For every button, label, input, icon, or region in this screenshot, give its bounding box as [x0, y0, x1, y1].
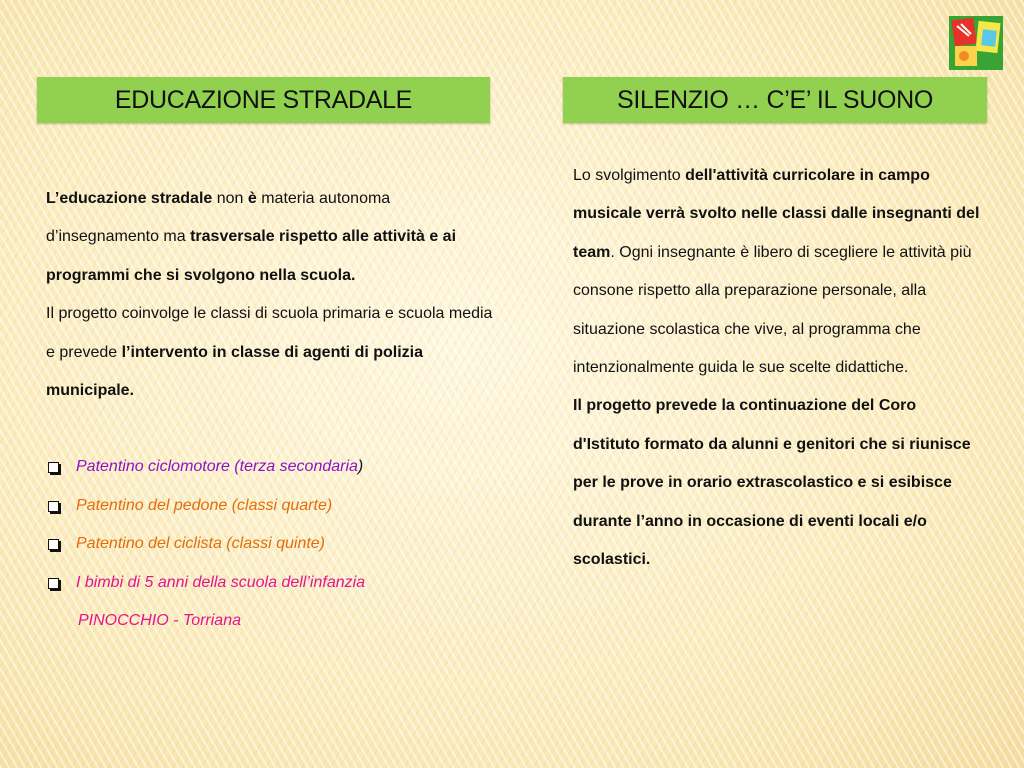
- list-item-text: I bimbi di 5 anni della scuola dell’infanzia: [76, 573, 366, 591]
- text-bold: L’educazione stradale: [46, 190, 213, 207]
- checkbox-bullet-icon: [48, 578, 59, 589]
- header-title-left: EDUCAZIONE STRADALE: [114, 85, 413, 114]
- patentini-list: [46, 448, 496, 602]
- left-paragraph-1: [46, 180, 496, 295]
- text: Il progetto coinvolge le classi di scuola primaria e scuola media e prevede: [46, 305, 493, 361]
- text: non: [212, 190, 248, 207]
- list-item-suffix: ): [357, 458, 364, 476]
- text: . Ogni insegnante è libero di scegliere le attività più consone rispetto alla preparazione personale, alla situazione scolastica che vive, al programma che intenzionalmente guida le sue scelte didattiche.: [573, 243, 972, 377]
- checkbox-bullet-icon: [48, 539, 59, 550]
- list-item: [46, 564, 496, 602]
- list-item-text: Patentino ciclomotore (terza secondaria: [76, 458, 358, 476]
- list-item: [46, 487, 496, 525]
- header-title-right: SILENZIO … C’E’ IL SUONO: [616, 85, 933, 114]
- school-logo-icon: [949, 16, 1003, 70]
- right-column: [573, 157, 983, 579]
- checkbox-bullet-icon: [48, 501, 59, 512]
- list-item-text: Patentino del pedone (classi quarte): [76, 496, 333, 514]
- text-bold: l’intervento in classe di agenti di polizia municipale.: [46, 343, 424, 400]
- list-item: [46, 448, 496, 486]
- right-paragraph-1: [573, 157, 983, 387]
- left-column: [46, 180, 496, 640]
- text-bold: trasversale rispetto alle attività e ai programmi che si svolgono nella scuola.: [46, 228, 457, 284]
- list-item: [46, 525, 496, 563]
- text: Lo svolgimento: [573, 167, 686, 184]
- list-item-text: Patentino del ciclista (classi quinte): [76, 535, 326, 553]
- left-paragraph-2: [46, 295, 496, 410]
- checkbox-bullet-icon: [48, 462, 59, 473]
- right-paragraph-2: [573, 387, 983, 579]
- header-silenzio-suono: [563, 77, 987, 123]
- text: materia autonoma d’insegnamento ma: [46, 190, 391, 246]
- list-item-continuation: PINOCCHIO - Torriana: [78, 612, 241, 630]
- text-bold: dell'attività curricolare in campo musicale verrà svolto nelle classi dalle insegnanti del team: [573, 167, 980, 261]
- header-educazione-stradale: [37, 77, 490, 123]
- text-bold: Il progetto prevede la continuazione del Coro d'Istituto formato da alunni e genitori che si riunisce per le prove in orario extrascolastico e si esibisce durante l’anno in occasione di eventi locali e/o scolastici.: [573, 397, 971, 569]
- text-bold: è: [247, 190, 257, 207]
